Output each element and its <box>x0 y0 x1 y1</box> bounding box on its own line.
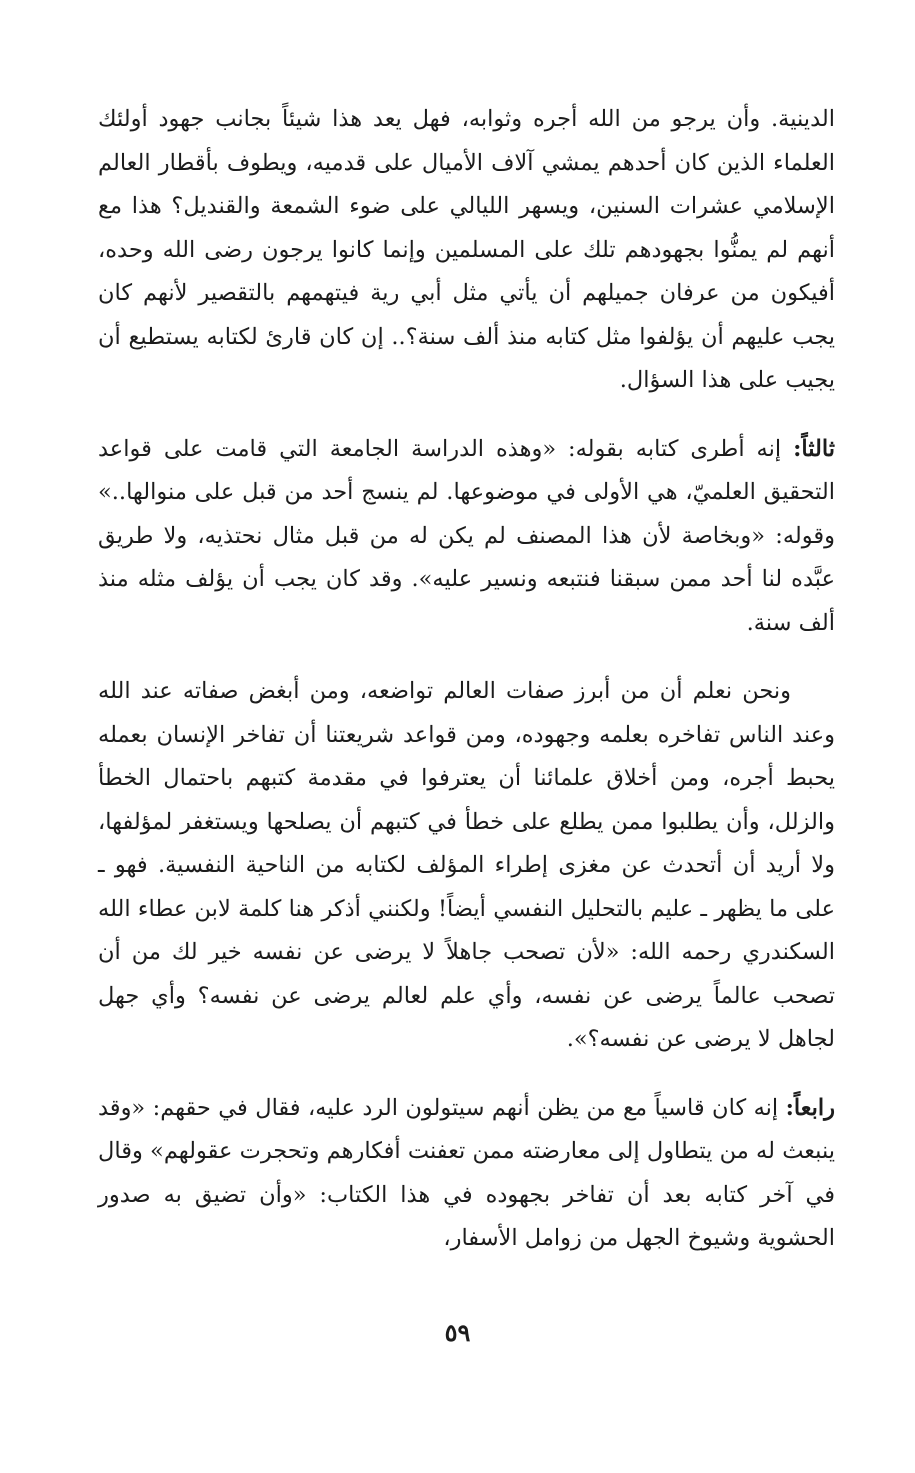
paragraph-3-text: ونحن نعلم أن من أبرز صفات العالم تواضعه، ومن أبغض صفاته عند الله وعند الناس تفاخره بعلمه وجهوده، ومن قواعد شريعتنا أن تفاخر الإنسان بعمله يحبط أجره، ومن أخلاق علمائنا أن يعترفوا في مقدمة كتبهم باحتمال الخطأ والزلل، وأن يطلبوا ممن يطلع على خطأ في كتبهم أن يصلحها ويستغفر لمؤلفها، ولا أريد أن أتحدث عن مغزى إطراء المؤلف لكتابه من الناحية النفسية. فهو ـ على ما يظهر ـ عليم بالتحليل النفسي أيضاً! ولكنني أذكر هنا كلمة لابن عطاء الله السكندري رحمه الله: «لأن تصحب جاهلاً لا يرضى عن نفسه خير لك من أن تصحب عالماً يرضى عن نفسه، وأي علم لعالم يرضى عن نفسه؟ وأي جهل لجاهل لا يرضى عن نفسه؟». <box>98 678 836 1052</box>
paragraph-4 <box>98 1087 835 1261</box>
paragraph-2 <box>98 428 835 646</box>
page-body <box>98 98 835 1286</box>
paragraph-2-lead: ثالثاً: <box>793 435 835 462</box>
paragraph-2-text: إنه أطرى كتابه بقوله: «وهذه الدراسة الجامعة التي قامت على قواعد التحقيق العلميّ، هي الأولى في موضوعها. لم ينسج أحد من قبل على منوالها..» وقوله: «وبخاصة لأن هذا المصنف لم يكن له من قبل مثال نحتذيه، ولا طريق عبَّده لنا أحد ممن سبقنا فنتبعه ونسير عليه». وقد كان يجب أن يؤلف مثله منذ ألف سنة. <box>98 435 835 636</box>
paragraph-4-lead: رابعاً: <box>785 1094 835 1121</box>
paragraph-1-text: الدينية. وأن يرجو من الله أجره وثوابه، فهل يعد هذا شيئاً بجانب جهود أولئك العلماء الذين كان أحدهم يمشي آلاف الأميال على قدميه، ويطوف بأقطار العالم الإسلامي عشرات السنين، ويسهر الليالي على ضوء الشمعة والقنديل؟ هذا مع أنهم لم يمنُّوا بجهودهم تلك على المسلمين وإنما كانوا يرجون رضى الله وحده، أفيكون من عرفان جميلهم أن يأتي مثل أبي رية فيتهمهم بالتقصير لأنهم كان يجب عليهم أن يؤلفوا مثل كتابه منذ ألف سنة؟.. إن كان قارئ لكتابه يستطيع أن يجيب على هذا السؤال. <box>98 106 835 393</box>
paragraph-1 <box>98 98 835 403</box>
paragraph-3 <box>98 670 835 1062</box>
page-number: ٥٩ <box>444 1318 471 1347</box>
paragraph-4-text: إنه كان قاسياً مع من يظن أنهم سيتولون الرد عليه، فقال في حقهم: «وقد ينبعث له من يتطاول إلى معارضته ممن تعفنت أفكارهم وتحجرت عقولهم» وقال في آخر كتابه بعد أن تفاخر بجهوده في هذا الكتاب: «وأن تضيق به صدور الحشوية وشيوخ الجهل من زوامل الأسفار، <box>98 1094 835 1251</box>
